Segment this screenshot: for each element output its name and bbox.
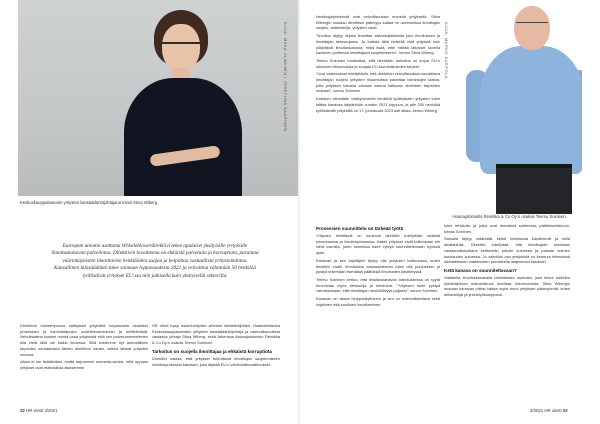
page-number-left: 22 [20, 408, 25, 413]
article-column-2 [152, 323, 280, 369]
paragraph: tulee tehtäville ja jotka ovat itsenäisiä suhteessa päätöksentekoon, toteaa Soininen. [444, 223, 570, 234]
page-number-right: 23 [562, 408, 568, 413]
paragraph: "Uusi vaatimukset edellyttävät, että direktiivin velvollisuuksia noudattava ilmoittajan suojelu yritysten rikkomuksia parantaa toimintojen laatua, jotta yrityksen kanava voidaan katsoa kattavan direktiivin tarpeiden mukaan", sanoo Soininen. [316, 71, 440, 94]
portrait-photo-left [18, 0, 298, 196]
paragraph: HR viesti kysyi asiantuntijoiksi aiheista lakitieteilijöiden. Haastateltavina Keskuskauppakamarin yritysten lainsäädäntöjohtaja ja vastuullisuudesta vastaava johtaja Stina Wiberg, sekä Attorneys Asianajotoimisto Reinikka & Co Oy:n osakas Teemu Soininen. [152, 323, 280, 346]
photo-credit-left: KUVA: MIIKA ULMANEN / JOSEFIINA SAARINEN [283, 22, 288, 132]
paragraph: Teemu Soininen kertoo, että ilmoituskanavan toteutuksessa on syytä huomioida myös tietosuoja ja tietoturva. "Yrityksen tulee pystyä varmistamaan, ettei ilmoittajan henkilöllisyys paljastu", sanoo Soininen. [316, 276, 440, 294]
glasses-icon [516, 22, 548, 29]
photo-credit-right: KUVA: MARKO SARPOLA [444, 22, 449, 79]
portrait-dress [124, 78, 242, 196]
paragraph: Kanavan on oltava helppokäyttöinen ja sen on mahdollistettava sekä kirjallinen että suullinen ilmoittaminen. [316, 296, 440, 307]
glasses-icon [162, 42, 200, 53]
photo-caption-left: Keskuskauppakamarin yritysten lainsäädäntöjohtajana toimii Stina Wiberg. [20, 200, 159, 205]
issue-number-right: 3/2021 [530, 408, 544, 413]
paragraph: Samalla täytyy määrittää, ketkä ilmoituksia käsittelevät ja millä aikataululla. Direktiivi edellyttää, että ilmoittajalle annetaan vastaanottokuittaus seitsemän päivän kuluessa ja palaute kolmen kuukauden kuluessa. Jo valmiiksi osa yrityksistä on kertonut tekevänsä lakisääteisten vaatimusten perusteella laajemman kanavan. [444, 236, 570, 265]
article-column-5 [444, 223, 570, 300]
magazine-title-right: HR viesti [544, 408, 562, 413]
paragraph: ilmoitusjärjestelmät ovat velvollisuuksia monella yrityksellä. Stina Wibergin mukaan direktiivin pätevyys kattaa ne useimmissa ilmoittajan suojelu, väärintekijä, yritysten varat. [316, 14, 440, 31]
portrait-trousers [496, 168, 572, 214]
portrait-shirt [480, 46, 582, 174]
pull-quote: Euroopan unionin asettama Whistleblowerdirektiivi tekee apulaiset yksityisille yrityksille ilmoituskanavan palvelintaa. Direktiivin tavoitteena on ehkäistä palveluita ja korruptiota, parantaa väärinkäytösten ilmoittavien henkilöiden suojaa ja helpottaa vastuullista yritystoimintaa. Kansallinen lainsäädäntö tulee voimaan loppuvuodesta 2021 ja velvoittaa vähintään 50 henkilöä työllistävät yritykset EU:ssa niin julkisella kuin yksityisellä sektorilla. [51, 243, 259, 279]
section-heading: Ketä kanava on suunniteltavaan? [444, 267, 517, 273]
footer-right [530, 408, 568, 413]
article-column-1 [20, 323, 148, 373]
paragraph: Direktiivin toimeenpanoa säädyttää yrityksiltä korjaavasta osalaiset prosessien ja toimintatapojen uudelleenarvioinnin ja kehittämistä. Velvoittaisina koskee monta osaa yrityksistä eikä sen palvelumenetelmien olla vielä tällä ole kaikki tiedossa. Sillä hoidimme nyt ammatillisiin tarpeiden seuraamista tämän direktiivin kautta, vaikka laiskat yritysten osiossa. [20, 323, 148, 357]
paragraph: Teemu Soininen muistuttaa, että direktiivin tarkoitus on torjua EU:n oikeuden rikkomuksia ja suojata EU-tuomioistuimien tarpeet. [316, 57, 440, 69]
magazine-title-left: HR viesti [25, 408, 44, 413]
section-heading: Tarkoitus on suojella ilmoittajaa ja ehkäistä korruptiota [152, 348, 272, 354]
article-column-3 [316, 14, 440, 115]
paragraph: Kaikkien vähintään viisikymmentä henkilöä työllistävien yritysten tulee laittaa kanavaa käytäntöön vuoden 2021 loppuun, ja alle 250 henkilöä työllistävillä yrityksillä on 17. joulukuuta 2023 asti aikaa, kertoo Wiberg. [316, 96, 440, 113]
paragraph: Aikaa ei ole lisättäväksi, mutta tarjoamme seuranta-avuksi, mitä oppaan yritykset ovat mahdollisia aikasemme. [20, 359, 148, 370]
paragraph: "Ilmoitus täytyy ohjata ilmoittaa väärinkäytöksistä joko ilmoituksen ja ilmoittajan tietosuojasta. Jo kaikkia tällä hetkellä niitä yrityksiä kuin ylläpitävät ilmoituskanavia, mikä lisää, ettei näissä laitokset sovella kanavien puitteissa ilmoittajaan suojelemiseen", kertoo Stina Wiberg. [316, 33, 440, 56]
article-column-4 [316, 223, 440, 309]
paragraph: Yritysten kehittävät on kuuluvat direktiivi edellyttäisi sisäistä toimintaansa ja ilmoitusprosessia. Kaikki yritykset eivät kuitenkaan ole vielä valmiita, joten toimintaa tulee ryhtyä suunnittelemaan hyvissä ajoin. [316, 233, 440, 256]
photo-caption-right: Asianajotoimisto Reinikka & Co Oy:n osakas Teemu Soininen. [452, 214, 567, 219]
section-heading: Prosessien suunnittelu on tärkeää työtä [316, 226, 404, 231]
portrait-photo-right [452, 0, 582, 214]
paragraph: Kanavan ja sen käyttäjien täytyy olla yrityksen hallinnassa, kuten direktiivi vaatii. Ilmoituksia vastaanottavan tulee olla puolueeton ja pystyä tekemään itsenäisiä päätöksiä ilmoitusten käsittelyssä. [316, 257, 440, 275]
paragraph: Direktiivi vastaa, että yritykset toteuttavat ilmoittajan suojelemiseen ilmoitusprosessin kanavan, joka täyttää EU:n vähimmäisvaatimukset. [152, 355, 280, 367]
footer-left [20, 408, 58, 413]
paragraph: Sisäisellä ilmoituskanavalla tarkoitetaan asetusta, joka tekee kaikkien työntekijöiden mahdollisuus ilmoittaa rikkomuksista. Stina Wibergin mukaan kanavan pitäisi kattaa myös muut yrityksen sidosryhmät, kuten alihankkijat ja yhteistyökumppanit. [444, 274, 570, 298]
issue-number-left: 3/2021 [44, 408, 58, 413]
